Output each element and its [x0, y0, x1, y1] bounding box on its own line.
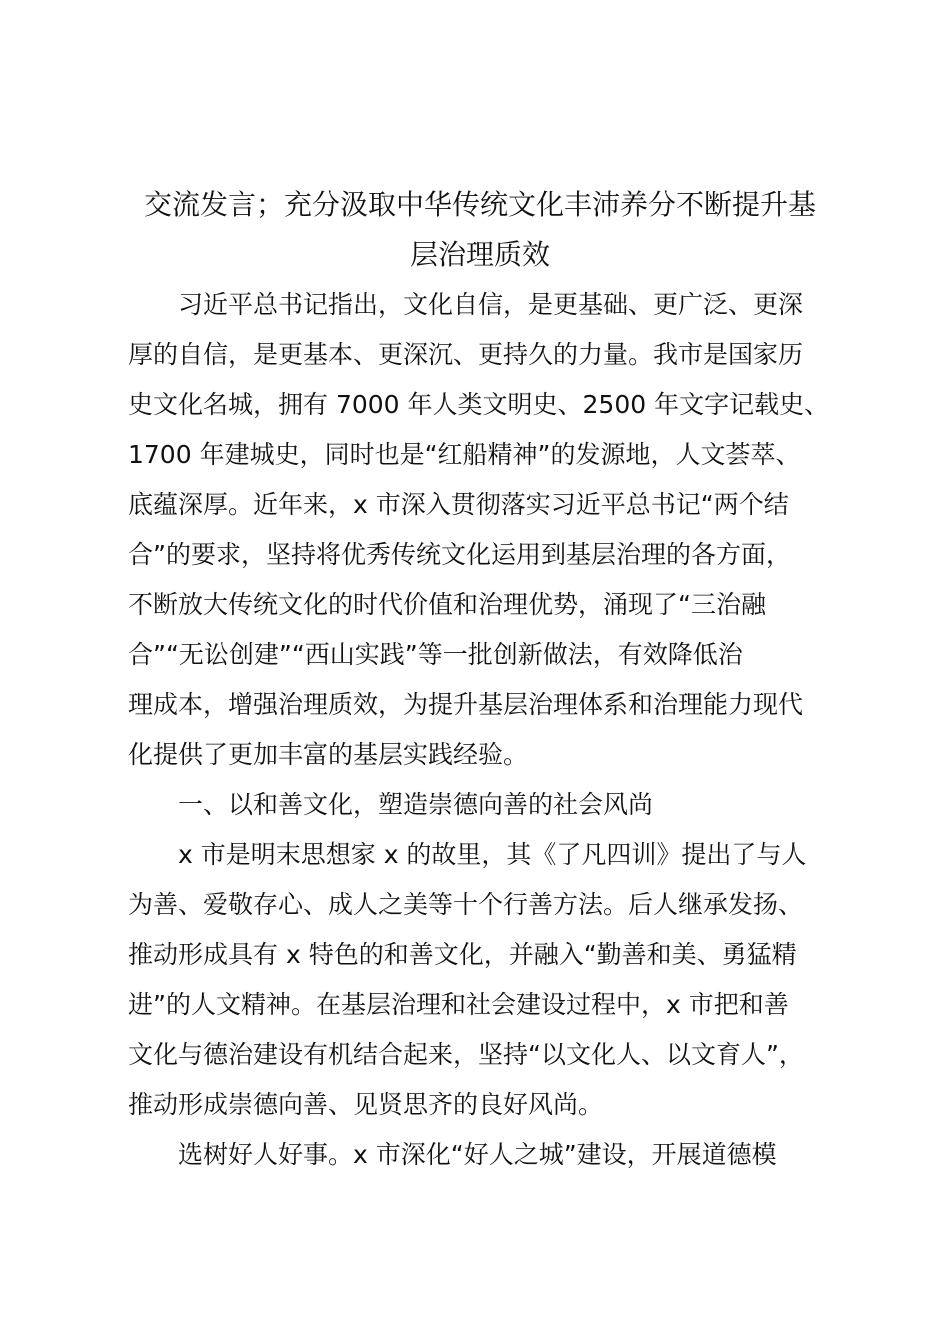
body-line-17: 推动形成崇德向善、见贤思齐的良好风尚。	[128, 1090, 604, 1119]
body-line-14: 推动形成具有 x 特色的和善文化，并融入“勤善和美、勇猛精	[128, 940, 797, 969]
body-line-7: 不断放大传统文化的时代价值和治理优势，涌现了“三治融	[128, 590, 766, 619]
document-title-line-1: 交流发言；充分汲取中华传统文化丰沛养分不断提升基	[143, 188, 816, 221]
body-line-16: 文化与德治建设有机结合起来，坚持“以文化人、以文育人”，	[128, 1040, 804, 1069]
body-line-1: 习近平总书记指出，文化自信，是更基础、更广泛、更深	[128, 290, 804, 319]
body-line-13: 为善、爱敬存心、成人之美等十个行善方法。后人继承发扬、	[128, 890, 804, 919]
body-line-4: 1700 年建城史，同时也是“红船精神”的发源地，人文荟萃、	[128, 440, 801, 469]
document-title-line-2: 层治理质效	[409, 238, 550, 271]
body-line-3: 史文化名城，拥有 7000 年人类文明史、2500 年文字记载史、	[128, 390, 830, 419]
body-line-12: x 市是明末思想家 x 的故里，其《了凡四训》提出了与人	[128, 840, 807, 869]
body-line-6: 合”的要求，坚持将优秀传统文化运用到基层治理的各方面，	[128, 540, 791, 569]
section-heading-1: 一、以和善文化，塑造崇德向善的社会风尚	[128, 790, 654, 819]
body-line-18: 选树好人好事。x 市深化“好人之城”建设，开展道德模	[128, 1140, 777, 1169]
body-line-9: 理成本，增强治理质效，为提升基层治理体系和治理能力现代	[128, 690, 804, 719]
body-line-10: 化提供了更加丰富的基层实践经验。	[128, 740, 529, 769]
body-line-2: 厚的自信，是更基本、更深沉、更持久的力量。我市是国家历	[128, 340, 804, 369]
body-line-15: 进”的人文精神。在基层治理和社会建设过程中，x 市把和善	[128, 990, 789, 1019]
body-line-5: 底蕴深厚。近年来，x 市深入贯彻落实习近平总书记“两个结	[128, 490, 789, 519]
body-line-8: 合”“无讼创建”“西山实践”等一批创新做法，有效降低治	[128, 640, 743, 669]
